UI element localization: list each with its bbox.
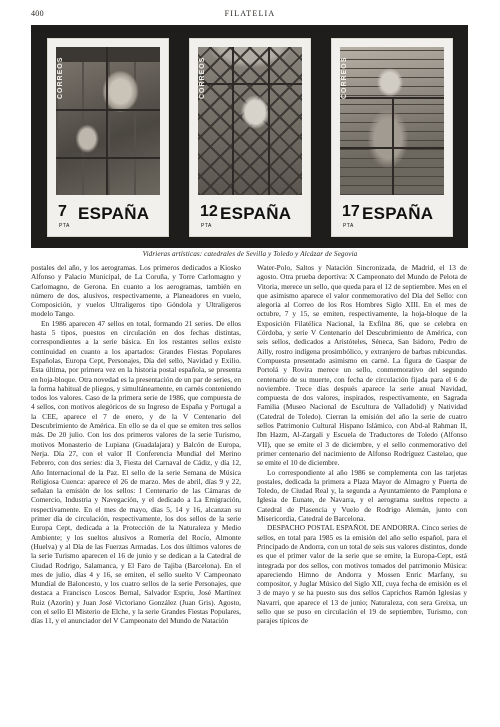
page-number: 400 — [31, 9, 44, 18]
stamp-1-artwork — [56, 47, 160, 195]
left-column — [31, 263, 241, 693]
stamp-3-value: 17 — [342, 203, 360, 220]
left-paragraph-1: postales del año, y los aerogramas. Los primeros dedicados a Kiosko Alfonso y Palacio Municipal, de La Coruña, y Torre Carlomagno y Carlomagno, de Gerona. En cuanto a los aerogramas, también en número de dos, alusivos, respectivamente, a Planeadores en vuelo, Composición, y vuelos Ultraligeros tipo Góndola y Ultraligeros modelo Tango. — [31, 263, 241, 319]
stamp-3 — [332, 39, 452, 236]
stamp-3-artwork — [340, 47, 444, 195]
stamp-2-value: 12 — [200, 203, 218, 220]
right-column — [257, 263, 467, 693]
stamp-2-unit: PTA — [201, 223, 212, 229]
stamp-2-artwork — [198, 47, 302, 195]
stamp-3-unit: PTA — [343, 223, 354, 229]
stamp-1-unit: PTA — [59, 223, 70, 229]
stamp-photo — [31, 25, 468, 248]
stamp-1-country: ESPAÑA — [78, 204, 150, 223]
stamp-3-correos: CORREOS — [341, 56, 348, 99]
stamp-1-correos: CORREOS — [57, 56, 64, 99]
stamp-2-country: ESPAÑA — [220, 204, 292, 223]
stamp-2-correos: CORREOS — [199, 56, 206, 99]
stamp-2 — [190, 39, 310, 236]
stamp-1-value: 7 — [58, 203, 67, 220]
right-paragraph-1: Water-Polo, Saltos y Natación Sincronizada, de Madrid, el 13 de agosto. Otra prueba deportiva: X Campeonato del Mundo de Pelota de Vitoria, merece un sello, que queda para el 12 de septiembre. Mes en el que asimismo aparece el valor conmemorativo del Día del Sello: con alegoría al Correo de los Ros Hombres Siglo XIII. En el mes de octubre, 7 y 15, se emiten, respectivamente, la hoja-bloque de la Exposición Filatélica Nacional, la Exfilna 86, que se celebra en Córdoba, y serie V Centenario del Descubrimiento de América, con seis sellos, dedicados a Aristóteles, Séneca, San Isidoro, Pedro de Ailly, rostro indígena prosimbólico, y extranjero de barbas rubicundas. Compuesta presentado asimismo en carné. La figura de Gaspar de Portolá y Rovira merece un sello, conmemorativo del segundo centenario de su muerte, con fecha de circulación fijada para el 6 de noviembre. Trece días después aparece la serie anual Navidad, compuesta de dos valores, inspirados, respectivamente, en Sagrada Familia (Museo Nacional de Escultura de Valladolid) y Natividad (Catedral de Toledo). Cierran la emisión del año la serie de cuatro sellos Patrimonio Cultural Hispano Islámico, con Abd-al Rahman II, Ibn Hazm, Al-Zargali y Escuela de Traductores de Toledo (Alfonso VII), que se emite el 3 de diciembre, y el sello conmemorativo del primer centenario del nacimiento de Alfonso Rodríguez Castelao, que se emite el 10 de diciembre. — [257, 263, 467, 468]
right-paragraph-3: DESPACHO POSTAL ESPAÑOL DE ANDORRA. Cinco series de sellos, en total para 1985 es la emisión del año sello español, para el Principado de Andorra, con un total de seis sus valores distintos, donde es que el primer valor de la serie que se emite, la Europa-Cept, está integrada por dos sellos, con motivos tomados del patrimonio Música: apareciendo Himno de Andorra y Mossen Enric Marfany, su compositor, y Juglar Músico del Siglo XII, cuya fecha de emisión es el 3 de mayo y se ha puesto sus dos sellos Caprichos Ramón Iglesias y Navarri, que aparece el 13 de junio; Naturaleza, con sera Greixa, un sello que se puso en circulación el 19 de septiembre, Turismo, con parajes típicos de — [257, 523, 467, 626]
left-paragraph-2: En 1986 aparecen 47 sellos en total, formando 21 series. De ellos hasta 5 tipos, puestos en circulación en dos fechas distintas, correspondientes a la serie básica. En los restantes sellos existe continuidad en cuanto a los apartados: Grandes Fiestas Populares Españolas, Europa Cept, Personajes, Día del sello, Navidad y Exilio. Esta última, por primera vez en la historia postal española, se presenta en hoja-bloque. Otra novedad es la presentación de un par de series, en la forma habitual de pliegos, y simultáneamente, en carnés conteniendo todos los valores. Caso de la primera serie de 1986, que compuesta de 4 sellos, con motivos alegóricos de su Ingreso de España y Portugal a la CEE, aparece el 7 de enero, y de la V Centenario del Descubrimiento de América. En ello se da el que se emiten tres sellos más. De 20 julio. Con los dos primeros valores de la serie Turismo, motivos Monasterio de Lupiana (Guadalajara) y Balcón de Europa, Nerja. Día 27, con el valor II Conferencia Mundial del Merino Febrero, con dos series: día 3, Fiesta del Carnaval de Cádiz, y día 12, Año Internacional de la Paz. El sello de la serie Semana de Música Religiosa Cuenca: aparece el 26 de marzo. Mes de abril, días 9 y 22, señalan la emisión de los sellos: I Centenario de las Cámaras de Comercio, Industria y Navegación, y el dedicado a La Emigración, respectivamente. En el mes de mayo, días 5, 14 y 16, alcanzan su primer día de circulación, respectivamente, los dos sellos de la serie Europa Cept, dedicada a la Protección de la Naturaleza y Medio Ambiente; y los sueltos alusivos a Romería del Rocío, Almonte (Huelva) y al Día de las Fuerzas Armadas. Los dos últimos valores de la serie Turismo aparecen el 16 de junio y se dedican a la Catedral de Ciudad Rodrigo, Salamanca, y El Faro de Tajiba (Barcelona). En el mes de julio, días 4 y 16, se emiten, el sello suelto V Campeonato Mundial de Baloncesto, y los cuatro sellos de la serie Personajes, que destaca a Francisco Loscos Bernal, Salvador Espriu, José Martínez Ruiz (Azorín) y Juan José Victoriano González (Juan Gris). Agosto, con el sello El Misterio de Elche, y la serie Grandes Fiestas Populares, días 11, y el anunciador del V Campeonato del Mundo de Natación — [31, 318, 241, 626]
running-head: FILATELIA — [224, 9, 276, 18]
figure-caption: Vidrieras artísticas: catedrales de Sevilla y Toledo y Alcázar de Segovia — [142, 250, 358, 258]
stamp-1 — [48, 39, 168, 236]
right-paragraph-2: Lo correspondiente al año 1986 se complementa con las tarjetas postales, dedicada la primera a Plaza Mayor de Almagro y Puerta de Toledo, de Ciudad Real y, la segunda a Ayuntamiento de Pamplona e Iglesia de Eunate, de Navarra, y el aerograma sueltos repecto a Catedral de Plasencia y Vuelo de Rodrigo Alemán, junto con Misericordia, Catedral de Barcelona. — [257, 467, 467, 524]
stamp-3-country: ESPAÑA — [362, 204, 434, 223]
